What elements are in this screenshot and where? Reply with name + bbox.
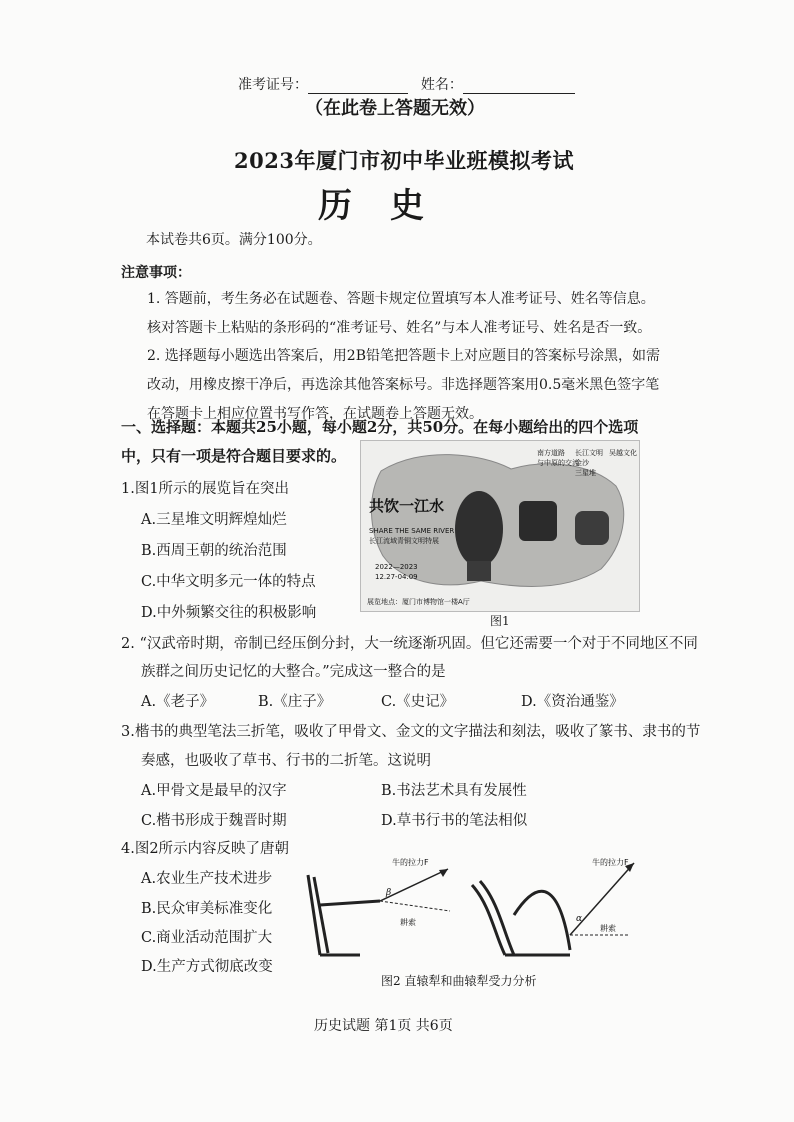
- straight-shaft-plough: [308, 875, 380, 955]
- poster-venue: 展览地点：厦门市博物馆一楼A厅: [367, 598, 470, 606]
- exam-header: [238, 74, 575, 94]
- angle-beta-label: β: [386, 888, 392, 898]
- question-3-stem-line-1: 3.楷书的典型笔法三折笔，吸收了甲骨文、金文的文字描法和刻法，吸收了篆书、隶书的节: [121, 724, 701, 740]
- poster-title-cn: 共饮一江水: [369, 497, 445, 515]
- curved-force-label: 牛的拉力F: [592, 858, 629, 867]
- poster-title-en: SHARE THE SAME RIVER: [369, 527, 455, 535]
- plough-force-diagram: [300, 855, 640, 975]
- question-1-option-d: D.中外频繁交往的积极影响: [141, 605, 317, 621]
- question-3-option-c: C.楷书形成于魏晋时期: [141, 813, 287, 829]
- figure-2-plough-diagram: [300, 855, 640, 975]
- exam-meta: 本试卷共6页。满分100分。: [146, 232, 322, 248]
- exam-title: 2023年厦门市初中毕业班模拟考试: [234, 148, 574, 173]
- poster-label-1: 长江文明: [575, 449, 603, 457]
- question-3-option-d: D.草书行书的笔法相似: [381, 813, 528, 829]
- poster-label-4: 南方道路: [537, 449, 565, 457]
- bronze-vessel-2: [575, 511, 609, 545]
- question-2-stem-line-1: 2. “汉武帝时期，帝制已经压倒分封，大一统逐渐巩固。但它还需要一个对于不同地区不同: [121, 636, 698, 652]
- poster-label-2: 金沙: [575, 459, 589, 467]
- question-3-option-b: B.书法艺术具有发展性: [381, 783, 527, 799]
- straight-force-label: 牛的拉力F: [392, 858, 429, 867]
- bronze-mask: [455, 491, 503, 567]
- name-blank: [463, 79, 575, 94]
- curved-rope-label: 耕索: [600, 924, 616, 933]
- question-2-option-b: B.《庄子》: [258, 694, 332, 710]
- straight-rope-label: 耕索: [400, 918, 416, 927]
- question-4-stem: 4.图2所示内容反映了唐朝: [121, 841, 290, 857]
- curved-shaft-plough: [472, 881, 570, 955]
- poster-label-6: 吴越文化: [609, 449, 637, 457]
- question-2-option-d: D.《资治通鉴》: [521, 694, 624, 710]
- question-4-option-c: C.商业活动范围扩大: [141, 930, 273, 946]
- poster-label-5: 与中原的交流: [537, 459, 579, 467]
- poster-label-3: 三星堆: [575, 469, 596, 477]
- question-2-option-c: C.《史记》: [381, 694, 455, 710]
- question-1-option-c: C.中华文明多元一体的特点: [141, 574, 316, 590]
- exhibition-poster-graphic: [361, 441, 639, 611]
- question-3-stem-line-2: 奏感，也吸收了草书、行书的二折笔。这说明: [141, 753, 431, 769]
- angle-alpha-label: α: [576, 914, 583, 924]
- exam-number-blank: [308, 79, 408, 94]
- poster-subtitle: 长江流域青铜文明特展: [369, 537, 439, 545]
- question-4-option-b: B.民众审美标准变化: [141, 901, 273, 917]
- question-4-option-a: A.农业生产技术进步: [141, 871, 273, 887]
- notes-heading: 注意事项：: [121, 265, 191, 281]
- bronze-vessel-1: [519, 501, 557, 541]
- figure-1-caption: 图1: [490, 614, 510, 628]
- section-one-heading: 一、选择题：本题共25小题，每小题2分，共50分。在每小题给出的四个选项中，只有一项是符合题目要求的。: [121, 418, 639, 465]
- question-4-option-d: D.生产方式彻底改变: [141, 959, 273, 975]
- figure-1-exhibition-poster: [360, 440, 640, 612]
- poster-dates-2: 12.27-04.09: [375, 573, 418, 581]
- question-1-option-b: B.西周王朝的统治范围: [141, 543, 287, 559]
- page-footer: 历史试题 第1页 共6页: [314, 1018, 453, 1034]
- question-1-stem: 1.图1所示的展览旨在突出: [121, 481, 290, 497]
- subject-title: 历史: [318, 186, 462, 226]
- figure-2-caption: 图2 直辕犁和曲辕犁受力分析: [381, 974, 537, 988]
- question-2-option-a: A.《老子》: [141, 694, 215, 710]
- question-3-option-a: A.甲骨文是最早的汉字: [141, 783, 287, 799]
- note-item-1: 1. 答题前，考生务必在试题卷、答题卡规定位置填写本人准考证号、姓名等信息。核对答题卡上粘贴的条形码的“准考证号、姓名”与本人准考证号、姓名是否一致。: [147, 291, 655, 336]
- note-item-2: 2. 选择题每小题选出答案后，用2B铅笔把答题卡上对应题目的答案标号涂黑，如需改动，用橡皮擦干净后，再选涂其他答案标号。非选择题答案用0.5毫米黑色签字笔在答题卡上相应位置书写作答，在试题卷上答题无效。: [147, 348, 661, 422]
- question-2-stem-line-2: 族群之间历史记忆的大整合。”完成这一整合的是: [141, 664, 446, 680]
- invalid-answer-notice: （在此卷上答题无效）: [305, 98, 485, 119]
- name-label: 姓名：: [420, 77, 463, 93]
- poster-dates: 2022—2023: [375, 563, 418, 571]
- exam-number-label: 准考证号：: [238, 77, 308, 93]
- question-1-option-a: A.三星堆文明辉煌灿烂: [141, 512, 287, 528]
